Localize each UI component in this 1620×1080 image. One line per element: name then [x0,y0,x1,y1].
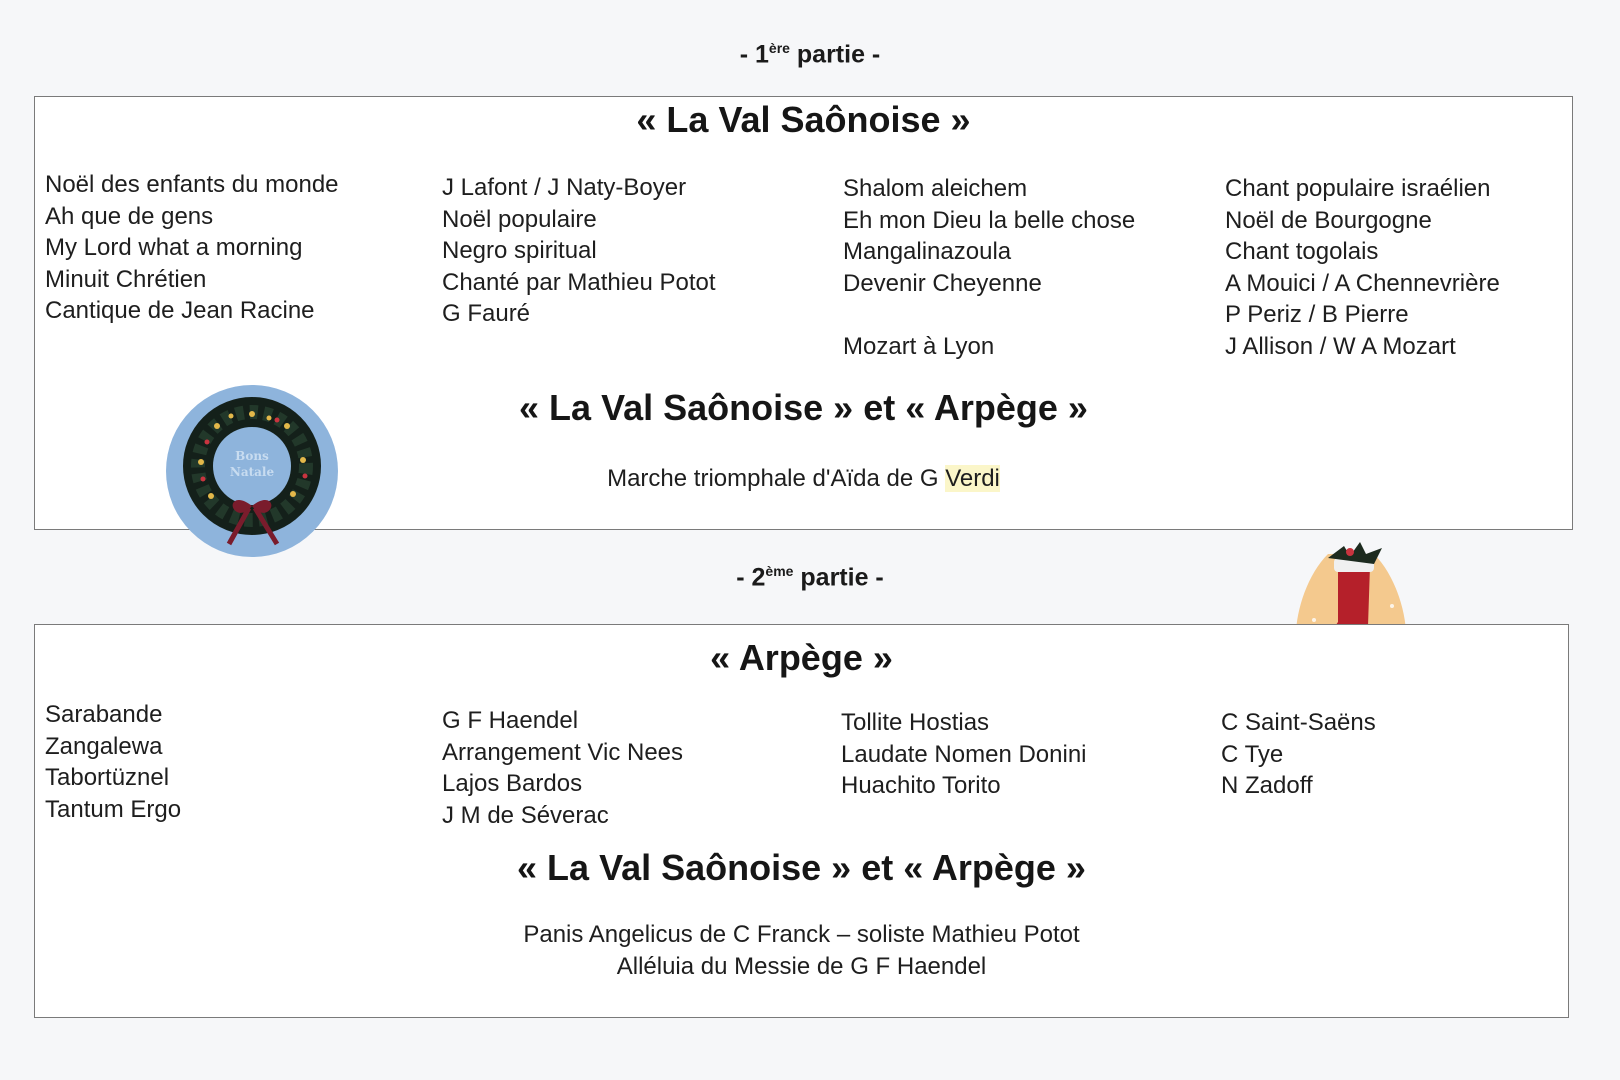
program-credit: Lajos Bardos [442,770,583,797]
program-item: Eh mon Dieu la belle chose [843,206,1136,234]
program-credit: Arrangement Vic Nees [442,738,684,766]
part2-joint-line-2: Alléluia du Messie de G F Haendel [616,953,987,980]
program-credit: N Zadoff [1221,772,1313,799]
part1-col-composers-2 [1225,173,1500,362]
program-item: Tabortüznel [45,764,170,791]
wreath-text-2: Natale [229,465,275,479]
part1-joint-title: « La Val Saônoise » et « Arpège » [519,387,1088,428]
program-item: Noël des enfants du monde [45,171,339,198]
part2-heading-suffix: partie - [793,563,884,592]
part2-col-composers [442,705,683,831]
part1-col-titles [45,169,339,327]
program-credit: J M de Séverac [442,801,609,829]
part2-col-titles-2 [841,707,1087,802]
program-credit: G Fauré [442,300,531,327]
program-credit: C Tye [1221,740,1284,768]
part2-heading-prefix: - 2 [736,563,766,592]
program-item: Cantique de Jean Racine [45,297,315,324]
program-item: Shalom aleichem [843,175,1028,202]
part2-title: « Arpège » [710,637,893,678]
program-item: Zangalewa [45,732,163,760]
part2-col-titles [45,699,181,825]
part1-col-titles-2 [843,173,1135,362]
program-item: Ah que de gens [45,202,214,230]
part2-col-composers-2 [1221,707,1376,802]
part2-joint-title: « La Val Saônoise » et « Arpège » [517,847,1086,888]
part2-box [34,624,1569,1018]
program-item: Tollite Hostias [841,709,990,736]
program-credit: Noël populaire [442,205,597,233]
wreath-text-1: Bons [235,449,269,463]
program-item: Devenir Cheyenne [843,269,1042,297]
part1-heading-prefix: - 1 [739,40,769,69]
program-item-blank [843,299,1135,331]
part2-heading-ordinal: ème [765,563,794,579]
wreath-icon [165,384,339,558]
program-credit: Chant togolais [1225,238,1379,265]
program-item: Huachito Torito [841,772,1001,799]
program-item: Mozart à Lyon [843,332,995,360]
program-credit: Chanté par Mathieu Potot [442,268,716,296]
program-item: My Lord what a morning [45,234,303,261]
part1-heading [0,40,1620,69]
part1-col-composers [442,172,716,330]
program-credit: Chant populaire israélien [1225,175,1491,202]
program-item: Tantum Ergo [45,795,182,823]
program-credit: P Periz / B Pierre [1225,301,1409,328]
part1-heading-suffix: partie - [789,40,881,69]
program-credit: A Mouici / A Chennevrière [1225,269,1500,297]
program-credit: J Lafont / J Naty-Boyer [442,174,687,201]
program-credit: C Saint-Saëns [1221,709,1376,736]
program-item: Sarabande [45,701,163,728]
part1-heading-ordinal: ère [768,40,790,56]
part1-title: « La Val Saônoise » [636,99,971,140]
program-credit: Negro spiritual [442,237,597,264]
program-credit: J Allison / W A Mozart [1225,332,1456,360]
program-item: Mangalinazoula [843,238,1012,265]
part1-joint-line-text: Marche triomphale d'Aïda de G [607,465,946,492]
program-item: Minuit Chrétien [45,265,207,293]
program-credit: Noël de Bourgogne [1225,206,1432,234]
part2-joint-line-1: Panis Angelicus de C Franck – soliste Mathieu Potot [523,921,1080,948]
part1-joint-line-highlight: Verdi [945,465,1000,492]
program-item: Laudate Nomen Donini [841,740,1087,768]
program-credit: G F Haendel [442,707,579,734]
